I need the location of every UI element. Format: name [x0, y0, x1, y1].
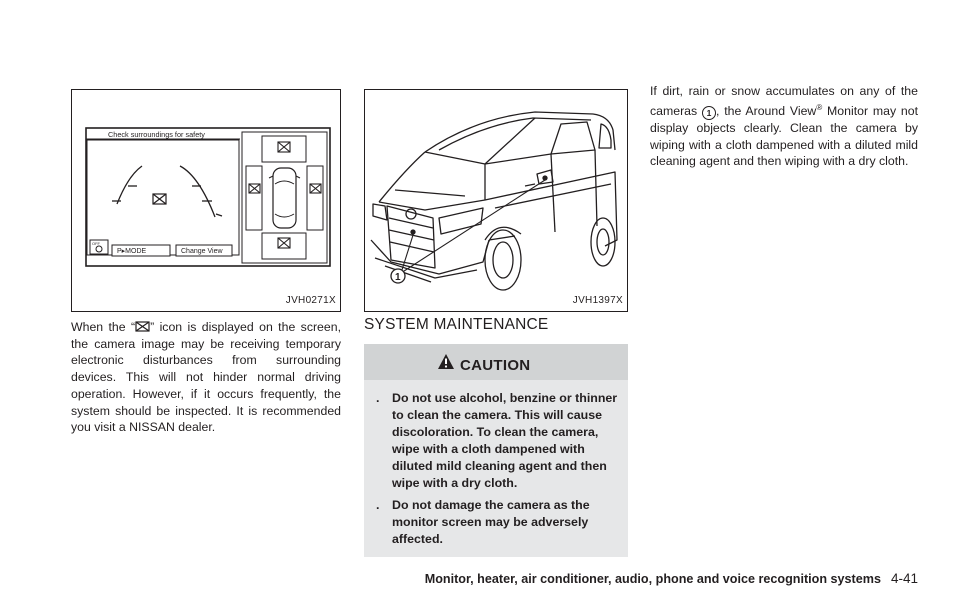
caution-item	[376, 497, 622, 548]
svg-text:OFF: OFF	[92, 241, 100, 246]
figure-code: JVH1397X	[572, 295, 623, 306]
vehicle-figure	[364, 89, 628, 312]
camera-unavailable-icon	[249, 184, 260, 193]
left-paragraph	[71, 319, 341, 436]
monitor-illustration	[72, 90, 340, 311]
right-paragraph-part3: Monitor may not display objects clearly. Clean the camera by wiping with a cloth dampened with a diluted mild cleaning agent and then wiping with a dry cloth.	[650, 103, 918, 169]
camera-button[interactable]	[90, 240, 108, 254]
monitor-figure	[71, 89, 341, 312]
mode-button-label: P▸MODE	[117, 248, 147, 255]
right-paragraph-part2: , the Around View	[715, 103, 817, 118]
warning-triangle-icon	[437, 353, 455, 370]
camera-unavailable-icon	[135, 321, 150, 332]
footer-title: Monitor, heater, air conditioner, audio, phone and voice recognition systems	[424, 572, 881, 586]
callout-number: 1	[395, 272, 401, 283]
left-paragraph-part2: ” icon is displayed on the screen, the camera image may be receiving temporary electronic disturbances from surrounding devices. This will not hinder normal driving operation. However, if it occurs frequently, the system should be inspected. It is recommended you visit a NISSAN dealer.	[71, 320, 341, 435]
right-paragraph-part1: If dirt, rain or snow accumulates on any of the cameras	[650, 84, 918, 118]
change-view-button-label: Change View	[181, 248, 223, 255]
caution-list	[376, 390, 622, 554]
right-paragraph	[650, 83, 918, 170]
section-title: SYSTEM MAINTENANCE	[364, 316, 549, 333]
caution-item-text: Do not use alcohol, benzine or thinner to clean the camera. This will cause discoloration. To clean the camera, wipe with a cloth dampened with diluted mild cleaning agent and then wipe with a dry cloth.	[392, 391, 618, 490]
bullet: .	[376, 391, 380, 405]
camera-unavailable-icon	[278, 142, 290, 152]
caution-header	[364, 344, 628, 380]
bullet: .	[376, 498, 380, 513]
caution-item-text: Do not damage the camera as the monitor screen may be adversely affected.	[392, 498, 590, 547]
callout-1	[391, 269, 405, 283]
suv-drawing	[371, 112, 617, 290]
camera-unavailable-icon	[153, 194, 166, 204]
left-paragraph-part1: When the “	[71, 320, 136, 334]
registered-mark: ®	[816, 102, 823, 112]
screen-message: Check surroundings for safety	[108, 130, 205, 139]
vehicle-illustration	[365, 90, 627, 311]
caution-box	[364, 344, 628, 557]
caution-item	[376, 390, 622, 491]
callout-1-inline: 1	[702, 106, 716, 120]
figure-code: JVH0271X	[285, 295, 336, 306]
camera-unavailable-icon	[310, 184, 321, 193]
page-number: 4-41	[890, 571, 918, 586]
caution-title: CAUTION	[460, 357, 531, 374]
vehicle-top-view	[269, 168, 300, 228]
page-footer	[425, 571, 918, 586]
camera-unavailable-icon	[278, 238, 290, 248]
